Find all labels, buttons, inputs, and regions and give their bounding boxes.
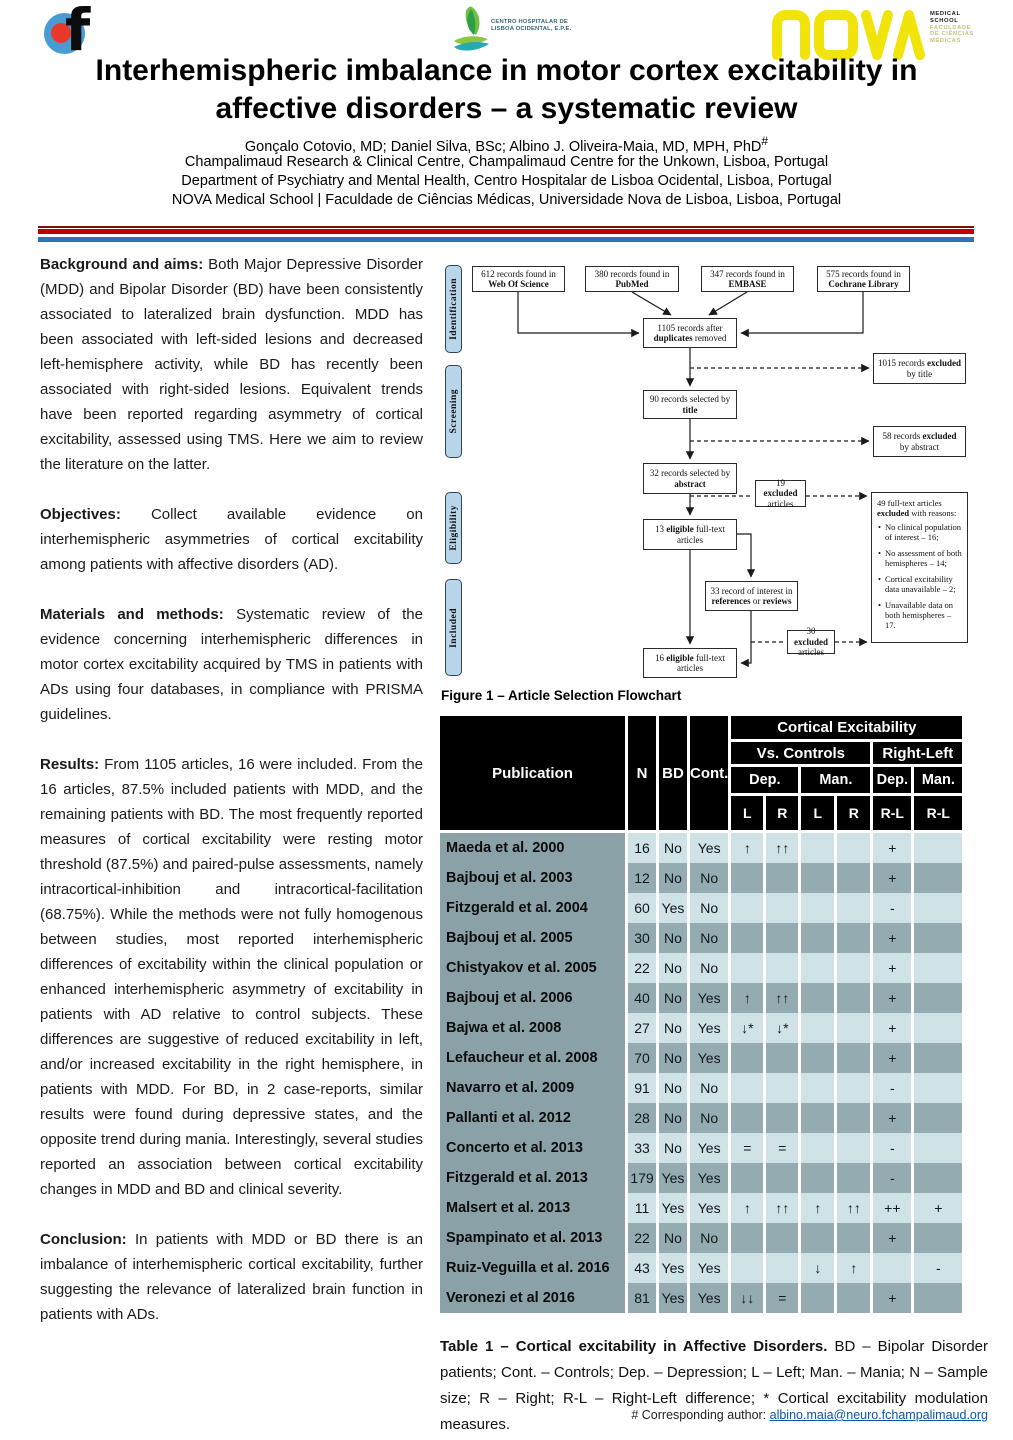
value-cell	[731, 893, 763, 923]
flow-box-web-of-science: 612 records found in Web Of Science	[472, 266, 565, 292]
table-row	[440, 1283, 962, 1313]
value-cell: ↑	[731, 833, 763, 863]
value-cell: 12	[628, 863, 656, 893]
value-cell	[914, 1163, 962, 1193]
table1-caption: Table 1 – Cortical excitability in Affective Disorders. BD – Bipolar Disorder patients; Cont. – Controls; Dep. – Depression; L – Left; Man. – Mania; N – Sample size; R – Right; R-L – Right-Left difference; * Cortical excitability modulation measures.	[440, 1338, 989, 1433]
value-cell: ↑↑	[766, 983, 798, 1013]
publication-cell: Spampinato et al. 2013	[440, 1223, 625, 1253]
centro-hospitalar-logo	[452, 5, 572, 57]
publication-cell: Navarro et al. 2009	[440, 1073, 625, 1103]
corresponding-author-prefix: # Corresponding author:	[631, 1408, 770, 1422]
value-cell	[837, 833, 870, 863]
publication-cell: Fitzgerald et al. 2013	[440, 1163, 625, 1193]
value-cell	[914, 893, 962, 923]
value-cell	[837, 1133, 870, 1163]
value-cell	[731, 923, 763, 953]
value-cell: ↑	[801, 1193, 834, 1223]
value-cell: No	[659, 1223, 687, 1253]
value-cell	[837, 893, 870, 923]
value-cell: +	[873, 1283, 911, 1313]
value-cell	[801, 1163, 834, 1193]
value-cell	[801, 953, 834, 983]
table-row	[440, 1163, 962, 1193]
value-cell: No	[659, 863, 687, 893]
value-cell	[837, 1163, 870, 1193]
value-cell: ↑↑	[766, 833, 798, 863]
affiliation-1: Champalimaud Research & Clinical Centre, Champalimaud Centre for the Unkown, Lisboa, Portugal	[184, 154, 829, 170]
value-cell: ↑↑	[837, 1193, 870, 1223]
corresponding-author-line	[440, 1408, 988, 1422]
exclusion-reason-item: • Cortical excitability data unavailable – 2;	[877, 574, 962, 594]
value-cell	[914, 1103, 962, 1133]
value-cell: ↑	[837, 1253, 870, 1283]
value-cell	[914, 1133, 962, 1163]
value-cell: 11	[628, 1193, 656, 1223]
title-line-2: affective disorders – a systematic review	[215, 92, 798, 125]
value-cell	[766, 863, 798, 893]
publication-cell: Concerto et al. 2013	[440, 1133, 625, 1163]
flow-box-19-excluded: 19 excluded articles	[755, 480, 806, 507]
value-cell: -	[873, 893, 911, 923]
section-conclusion: Conclusion: In patients with MDD or BD there is an imbalance of interhemispheric cortical excitability, further suggesting the relevance of lateralized brain function in patients with ADs.	[40, 1231, 423, 1323]
value-cell	[837, 1043, 870, 1073]
value-cell	[766, 923, 798, 953]
value-cell	[873, 1253, 911, 1283]
value-cell: ↓	[801, 1253, 834, 1283]
value-cell	[766, 1073, 798, 1103]
value-cell: 22	[628, 953, 656, 983]
value-cell	[801, 1013, 834, 1043]
col-header-publication: Publication	[440, 716, 625, 833]
publication-cell: Chistyakov et al. 2005	[440, 953, 625, 983]
value-cell: -	[873, 1073, 911, 1103]
chlo-logo-text: CENTRO HOSPITALAR DE LISBOA OCIDENTAL, E.P.E.	[491, 19, 572, 32]
value-cell	[837, 1073, 870, 1103]
flow-box-30-excluded: 30 excluded articles	[787, 630, 835, 654]
value-cell: +	[873, 1103, 911, 1133]
group-header-right-left: Right-Left	[873, 742, 962, 767]
value-cell: 30	[628, 923, 656, 953]
table-row	[440, 1133, 962, 1163]
value-cell: No	[690, 953, 728, 983]
value-cell: ↑↑	[766, 1193, 798, 1223]
subgroup-dep-controls: Dep.	[731, 767, 798, 796]
value-cell: No	[690, 893, 728, 923]
value-cell	[801, 1073, 834, 1103]
value-cell	[914, 863, 962, 893]
corresponding-author-mark: #	[761, 134, 769, 148]
table-body	[440, 833, 962, 1313]
value-cell: No	[659, 1103, 687, 1133]
subgroup-man-rl: Man.	[914, 767, 962, 796]
value-cell	[766, 1103, 798, 1133]
flow-box-13-eligible: 13 eligible full-text articles	[643, 519, 737, 550]
publication-cell: Bajbouj et al. 2006	[440, 983, 625, 1013]
value-cell	[837, 923, 870, 953]
value-cell: No	[690, 1103, 728, 1133]
sub-header-r2: R	[837, 796, 870, 833]
flow-box-duplicates-removed: 1105 records after duplicates removed	[643, 318, 737, 348]
value-cell	[914, 983, 962, 1013]
value-cell: 28	[628, 1103, 656, 1133]
subgroup-man-controls: Man.	[801, 767, 870, 796]
flow-box-excluded-by-abstract: 58 records excluded by abstract	[873, 426, 966, 457]
flow-box-embase: 347 records found in EMBASE	[701, 266, 794, 292]
value-cell: -	[873, 1133, 911, 1163]
value-cell	[837, 983, 870, 1013]
table-row	[440, 1193, 962, 1223]
value-cell	[837, 953, 870, 983]
table-row	[440, 893, 962, 923]
value-cell: Yes	[690, 1253, 728, 1283]
section-objectives: Objectives: Collect available evidence on interhemispheric asymmetries of cortical excitability among patients with affective disorders (AD).	[40, 506, 423, 573]
value-cell	[801, 1043, 834, 1073]
value-cell	[731, 1223, 763, 1253]
value-cell: +	[873, 1223, 911, 1253]
value-cell: 43	[628, 1253, 656, 1283]
affiliations	[0, 153, 1013, 210]
value-cell	[837, 1013, 870, 1043]
value-cell: ↑	[731, 1193, 763, 1223]
value-cell	[801, 893, 834, 923]
value-cell: 40	[628, 983, 656, 1013]
stage-identification: Identification	[445, 265, 462, 353]
value-cell: No	[659, 1073, 687, 1103]
flow-box-cochrane: 575 records found in Cochrane Library	[817, 266, 910, 292]
exclusion-reason-item: • Unavailable data on both hemispheres – 17.	[877, 600, 962, 630]
chlo-leaf-icon	[452, 5, 490, 57]
value-cell: Yes	[690, 1193, 728, 1223]
col-header-cont: Cont.	[690, 716, 728, 833]
value-cell	[914, 1283, 962, 1313]
value-cell: Yes	[659, 893, 687, 923]
value-cell: Yes	[690, 1013, 728, 1043]
stage-screening: Screening	[445, 365, 462, 458]
section-results: Results: From 1105 articles, 16 were included. From the 16 articles, 87.5% included patients with MDD, and the remaining patients with BD. The most frequently reported measures of cortical excitability were resting motor threshold (87.5%) and paired-pulse assessments, namely intracortical-inhibition and intracortical-facilitation (68.75%). While the methods were not fully homogenous between studies, most reported interhemispheric differences of excitability within the clinical population or enhanced interhemispheric asymmetry of excitability in patients with AD relative to control subjects. These differences are suggestive of reduced excitability in left, and/or increased excitability in the right hemisphere, in patients with MDD. For BD, in 2 case-reports, similar results were found during depressive states, and the opposite trend during mania. Interestingly, several studies reported an association between cortical excitability changes in MDD and BD and clinical severity.	[40, 756, 423, 1198]
value-cell: +	[873, 953, 911, 983]
value-cell: Yes	[690, 1133, 728, 1163]
value-cell	[837, 1283, 870, 1313]
affiliation-3: NOVA Medical School | Faculdade de Ciências Médicas, Universidade Nova de Lisboa, Lisboa, Portugal	[171, 192, 842, 208]
value-cell: ↓*	[766, 1013, 798, 1043]
value-cell: Yes	[659, 1193, 687, 1223]
value-cell: +	[914, 1193, 962, 1223]
value-cell	[914, 833, 962, 863]
value-cell	[766, 953, 798, 983]
value-cell: Yes	[690, 1043, 728, 1073]
table-row	[440, 953, 962, 983]
publication-cell: Ruiz-Veguilla et al. 2016	[440, 1253, 625, 1283]
subgroup-dep-rl: Dep.	[873, 767, 911, 796]
table-row	[440, 1223, 962, 1253]
authors-line: Gonçalo Cotovio, MD; Daniel Silva, BSc; Albino J. Oliveira-Maia, MD, MPH, PhD#	[244, 134, 769, 155]
value-cell	[766, 1043, 798, 1073]
value-cell	[801, 863, 834, 893]
cf-f-glyph-icon: f	[65, 0, 91, 64]
group-header-vs-controls: Vs. Controls	[731, 742, 870, 767]
publication-cell: Pallanti et al. 2012	[440, 1103, 625, 1133]
publication-cell: Veronezi et al 2016	[440, 1283, 625, 1313]
value-cell	[766, 1223, 798, 1253]
value-cell	[837, 1223, 870, 1253]
value-cell	[801, 833, 834, 863]
figure1-caption: Figure 1 – Article Selection Flowchart	[441, 688, 682, 703]
flow-box-selected-by-title: 90 records selected by title	[643, 390, 737, 419]
figure1-flowchart	[440, 258, 970, 686]
value-cell	[731, 863, 763, 893]
value-cell: Yes	[690, 1283, 728, 1313]
corresponding-author-email-link[interactable]: albino.maia@neuro.fchampalimaud.org	[769, 1408, 988, 1422]
sub-header-l2: L	[801, 796, 834, 833]
page-title	[0, 52, 1013, 128]
value-cell: Yes	[690, 983, 728, 1013]
value-cell: Yes	[690, 833, 728, 863]
table-row	[440, 1073, 962, 1103]
value-cell	[766, 893, 798, 923]
value-cell	[801, 1283, 834, 1313]
publication-cell: Bajbouj et al. 2005	[440, 923, 625, 953]
value-cell: 33	[628, 1133, 656, 1163]
value-cell	[837, 1103, 870, 1133]
value-cell: ↑	[731, 983, 763, 1013]
table-row	[440, 833, 962, 863]
value-cell: No	[659, 983, 687, 1013]
table-row	[440, 863, 962, 893]
value-cell: No	[659, 833, 687, 863]
value-cell: No	[659, 1043, 687, 1073]
value-cell: =	[731, 1133, 763, 1163]
value-cell: No	[659, 1013, 687, 1043]
value-cell: Yes	[690, 1163, 728, 1193]
value-cell: 27	[628, 1013, 656, 1043]
value-cell: ↓*	[731, 1013, 763, 1043]
table-row	[440, 1013, 962, 1043]
sub-header-r1: R	[766, 796, 798, 833]
value-cell	[914, 1223, 962, 1253]
table-row	[440, 1103, 962, 1133]
table-row	[440, 1043, 962, 1073]
value-cell: +	[873, 863, 911, 893]
flow-box-pubmed: 380 records found in PubMed	[585, 266, 679, 292]
stage-eligibility: Eligibility	[445, 492, 462, 564]
value-cell: +	[873, 1013, 911, 1043]
flow-box-exclusion-reasons	[871, 492, 968, 643]
value-cell	[801, 1133, 834, 1163]
value-cell	[731, 1073, 763, 1103]
value-cell	[731, 1163, 763, 1193]
value-cell: -	[914, 1253, 962, 1283]
exclusion-reasons-list	[877, 522, 962, 636]
sub-header-rl2: R-L	[914, 796, 962, 833]
publication-cell: Bajwa et al. 2008	[440, 1013, 625, 1043]
value-cell	[766, 1253, 798, 1283]
value-cell	[801, 983, 834, 1013]
group-header-cortical-excitability: Cortical Excitability	[731, 716, 962, 742]
section-background: Background and aims: Both Major Depressive Disorder (MDD) and Bipolar Disorder (BD) have been consistently associated to lateralized brain dysfunction. MDD has been associated with left-sided lesions and decreased left-hemisphere activity, while BD has recently been associated with right-sided lesions. Equivalent trends have been reported regarding asymmetry of cortical excitability, assessed using TMS. Here we aim to review the literature on the latter.	[40, 256, 423, 473]
publication-cell: Bajbouj et al. 2003	[440, 863, 625, 893]
value-cell	[914, 953, 962, 983]
value-cell: 60	[628, 893, 656, 923]
publication-cell: Fitzgerald et al. 2004	[440, 893, 625, 923]
publication-cell: Malsert et al. 2013	[440, 1193, 625, 1223]
value-cell	[801, 1223, 834, 1253]
value-cell	[731, 1253, 763, 1283]
value-cell: Yes	[659, 1163, 687, 1193]
value-cell: 70	[628, 1043, 656, 1073]
publication-cell: Lefaucheur et al. 2008	[440, 1043, 625, 1073]
title-line-1: Interhemispheric imbalance in motor cortex excitability in	[95, 54, 918, 87]
cortical-excitability-table	[437, 716, 965, 1313]
flow-box-selected-by-abstract: 32 records selected by abstract	[643, 463, 737, 494]
value-cell: -	[873, 1163, 911, 1193]
value-cell	[731, 1043, 763, 1073]
flow-box-excluded-by-title: 1015 records excluded by title	[873, 353, 966, 384]
table-row	[440, 983, 962, 1013]
value-cell: 16	[628, 833, 656, 863]
nova-school-text: MEDICAL SCHOOL FACULDADE DE CIÊNCIAS MÉDICAS	[930, 11, 974, 45]
value-cell: +	[873, 1043, 911, 1073]
exclusion-reason-item: • No assessment of both hemispheres – 14;	[877, 548, 962, 568]
value-cell: No	[659, 1133, 687, 1163]
header-divider	[38, 226, 974, 242]
value-cell: No	[659, 923, 687, 953]
value-cell: Yes	[659, 1283, 687, 1313]
value-cell: No	[690, 1073, 728, 1103]
value-cell: 91	[628, 1073, 656, 1103]
value-cell: =	[766, 1283, 798, 1313]
value-cell: +	[873, 923, 911, 953]
stage-included: Included	[445, 579, 462, 676]
table-row	[440, 923, 962, 953]
exclusion-reasons-head: 49 full-text articles excluded with reasons:	[877, 498, 957, 518]
exclusion-reason-item: • No clinical population of interest – 16;	[877, 522, 962, 542]
flow-box-16-eligible: 16 eligible full-text articles	[643, 648, 737, 678]
table-row	[440, 1253, 962, 1283]
value-cell: 81	[628, 1283, 656, 1313]
value-cell	[801, 1103, 834, 1133]
value-cell: ++	[873, 1193, 911, 1223]
abstract-column	[40, 252, 423, 1352]
flow-box-references-reviews: 33 record of interest in references or reviews	[705, 581, 798, 611]
section-methods: Materials and methods: Systematic review of the evidence concerning interhemispheric differences in motor cortex excitability acquired by TMS in patients with ADs using four databases, in compliance with PRISMA guidelines.	[40, 606, 423, 723]
value-cell: No	[659, 953, 687, 983]
value-cell	[766, 1163, 798, 1193]
affiliation-2: Department of Psychiatry and Mental Health, Centro Hospitalar de Lisboa Ocidental, Lisboa, Portugal	[181, 173, 832, 189]
sub-header-l1: L	[731, 796, 763, 833]
value-cell	[731, 1103, 763, 1133]
value-cell: 179	[628, 1163, 656, 1193]
table1-wrapper	[437, 716, 965, 1313]
publication-cell: Maeda et al. 2000	[440, 833, 625, 863]
value-cell: 22	[628, 1223, 656, 1253]
value-cell: Yes	[659, 1253, 687, 1283]
value-cell: No	[690, 923, 728, 953]
value-cell	[914, 1073, 962, 1103]
value-cell	[731, 953, 763, 983]
value-cell: ↓↓	[731, 1283, 763, 1313]
value-cell: +	[873, 983, 911, 1013]
col-header-bd: BD	[659, 716, 687, 833]
value-cell	[801, 923, 834, 953]
value-cell: No	[690, 1223, 728, 1253]
value-cell: +	[873, 833, 911, 863]
value-cell	[914, 1013, 962, 1043]
value-cell	[914, 1043, 962, 1073]
sub-header-rl1: R-L	[873, 796, 911, 833]
value-cell	[837, 863, 870, 893]
value-cell: =	[766, 1133, 798, 1163]
value-cell: No	[690, 863, 728, 893]
value-cell	[914, 923, 962, 953]
col-header-n: N	[628, 716, 656, 833]
